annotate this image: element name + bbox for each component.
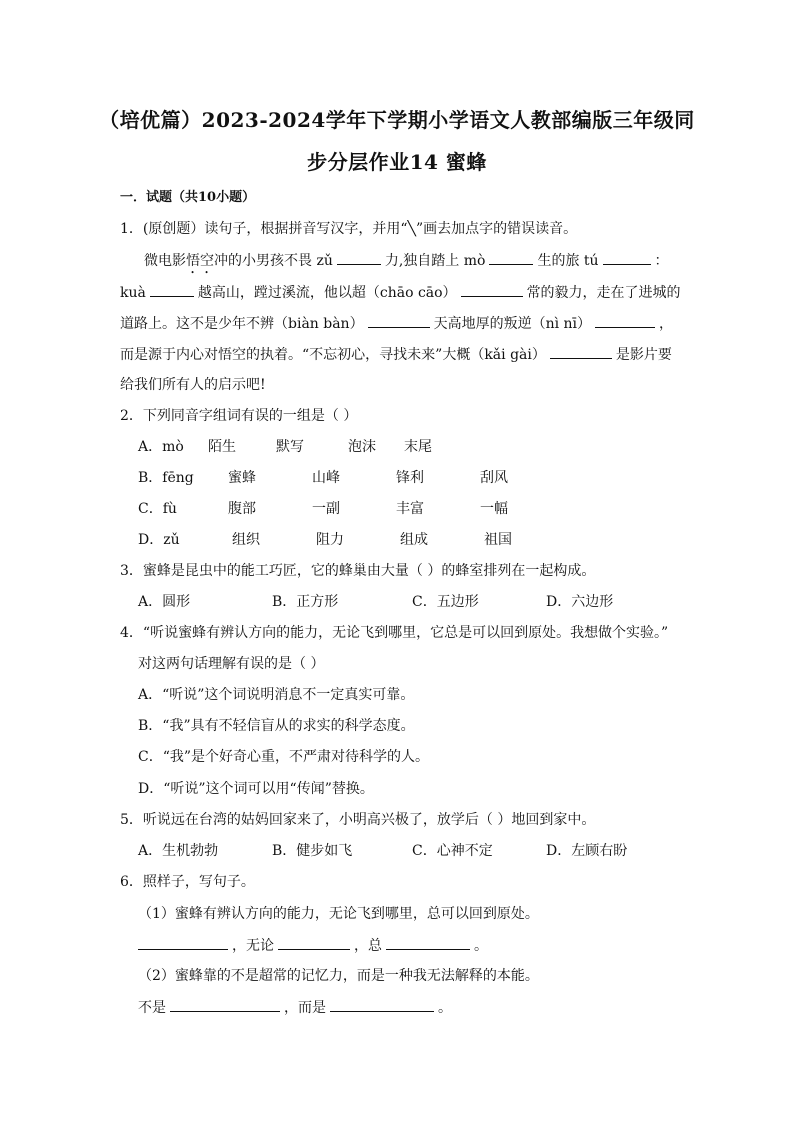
answer-blank[interactable] [138,935,228,950]
q2-word: 一副 [312,501,340,517]
q4-stem-cont: 对这两句话理解有误的是（ ） [138,656,325,672]
q6-fill-2 [138,997,452,1018]
q6-sentence-2: （2）蜜蜂靠的不是超常的记忆力，而是一种我无法解释的本能。 [138,968,539,984]
q1-text: kuà [120,285,146,301]
q4-option-d[interactable]: D．“听说”这个词可以用“传闻”替换。 [138,781,374,797]
q1-text: 道路上。这不是少年不辨（biàn bàn） [120,316,364,332]
q2-word: 末尾 [404,439,432,455]
q2-word: 陌生 [208,439,236,455]
q1-text: 微电影 [144,253,186,269]
q6-text: ，而是 [284,1000,326,1016]
q6-text: ，无论 [232,938,274,954]
q2-word: 阻力 [316,532,344,548]
q2-word: 蜜蜂 [228,470,256,486]
q6-text: 。 [474,938,488,954]
q4-stem: 4．“听说蜜蜂有辨认方向的能力，无论飞到哪里，它总是可以回到原处。我想做个实验。” [120,625,669,641]
q2-stem: 2．下列同音字组词有误的一组是（ ） [120,408,358,424]
q1-line3 [120,313,673,334]
q2-word: 山峰 [312,470,340,486]
q1-text: 生的旅 tú [537,253,599,269]
q2-word: 腹部 [228,501,256,517]
q1-text: ： [654,253,669,269]
q3-option-d[interactable]: D．六边形 [546,594,614,610]
q4-option-b[interactable]: B．“我”具有不轻信盲从的求实的科学态度。 [138,718,415,734]
q2-word: 锋利 [396,470,424,486]
q1-line1 [144,250,669,277]
q6-fill-1 [138,935,488,956]
q4-option-c[interactable]: C．“我”是个好奇心重，不严肃对待科学的人。 [138,749,430,765]
q2-word: 祖国 [484,532,512,548]
q2-word: 组织 [232,532,260,548]
q2-word: 默写 [276,439,304,455]
q5-option-b[interactable]: B．健步如飞 [272,843,353,859]
q1-text: 越高山，蹚过溪流，他以超（chāo cāo） [197,285,457,301]
q6-text: ，总 [354,938,382,954]
answer-blank[interactable] [150,282,194,297]
q2-option-b[interactable]: B．fēng [138,470,194,486]
q2-word: 刮风 [480,470,508,486]
q2-word: 丰富 [396,501,424,517]
q1-text: 常的毅力，走在了进城的 [526,285,681,301]
q1-stem: 1．(原创题）读句子，根据拼音写汉字，并用“╲”画去加点字的错误读音。 [120,221,578,237]
answer-blank[interactable] [368,313,430,328]
answer-blank[interactable] [278,935,350,950]
q5-option-d[interactable]: D．左顾右盼 [546,843,628,859]
answer-blank[interactable] [595,313,655,328]
q2-word: 泡沫 [348,439,376,455]
q2-option-c[interactable]: C．fù [138,501,177,517]
answer-blank[interactable] [386,935,470,950]
answer-blank[interactable] [461,282,523,297]
q3-option-c[interactable]: C．五边形 [412,594,479,610]
q1-text: ， [659,316,674,332]
q5-option-c[interactable]: C．心神不定 [412,843,493,859]
q1-text: 力,独自踏上 mò [384,253,486,269]
q3-option-b[interactable]: B．正方形 [272,594,339,610]
q1-line5: 给我们所有人的启示吧! [120,377,266,393]
document-title-line2: 步分层作业14 蜜蜂 [307,150,487,174]
q1-text: 是影片要 [615,347,672,363]
q1-text: 天高地厚的叛逆（nì nī） [433,316,592,332]
q6-text: 不是 [138,1000,166,1016]
q2-word: 组成 [400,532,428,548]
q2-option-a[interactable]: A．mò [138,439,184,455]
q1-line2 [120,282,681,303]
q1-line4 [120,344,672,365]
answer-blank[interactable] [330,997,434,1012]
q2-option-d[interactable]: D．zǔ [138,532,180,548]
answer-blank[interactable] [550,344,612,359]
document-title-line1: （培优篇）2023-2024学年下学期小学语文人教部编版三年级同 [99,108,695,132]
q6-text: 。 [438,1000,452,1016]
section-heading: 一．试题（共10小题） [120,190,256,205]
q1-text: 冲的小男孩不畏 zǔ [214,253,333,269]
answer-blank[interactable] [489,250,533,265]
answer-blank[interactable] [603,250,651,265]
q1-text: 而是源于内心对悟空的执着。“不忘初心，寻找未来”大概（kǎi gài） [120,347,546,363]
q3-stem: 3．蜜蜂是昆虫中的能工巧匠，它的蜂巢由大量（ ）的蜂室排列在一起构成。 [120,563,596,579]
q6-stem: 6．照样子，写句子。 [120,874,255,890]
q5-option-a[interactable]: A．生机勃勃 [138,843,219,859]
q3-option-a[interactable]: A．圆形 [138,594,191,610]
q6-sentence-1: （1）蜜蜂有辨认方向的能力，无论飞到哪里，总可以回到原处。 [138,906,539,922]
q2-word: 一幅 [480,501,508,517]
answer-blank[interactable] [337,250,381,265]
q4-option-a[interactable]: A．“听说”这个词说明消息不一定真实可靠。 [138,687,415,703]
q1-dotted-text: 悟空 [186,253,214,269]
q5-stem: 5．听说远在台湾的姑妈回家来了，小明高兴极了，放学后（ ）地回到家中。 [120,812,596,828]
answer-blank[interactable] [170,997,280,1012]
